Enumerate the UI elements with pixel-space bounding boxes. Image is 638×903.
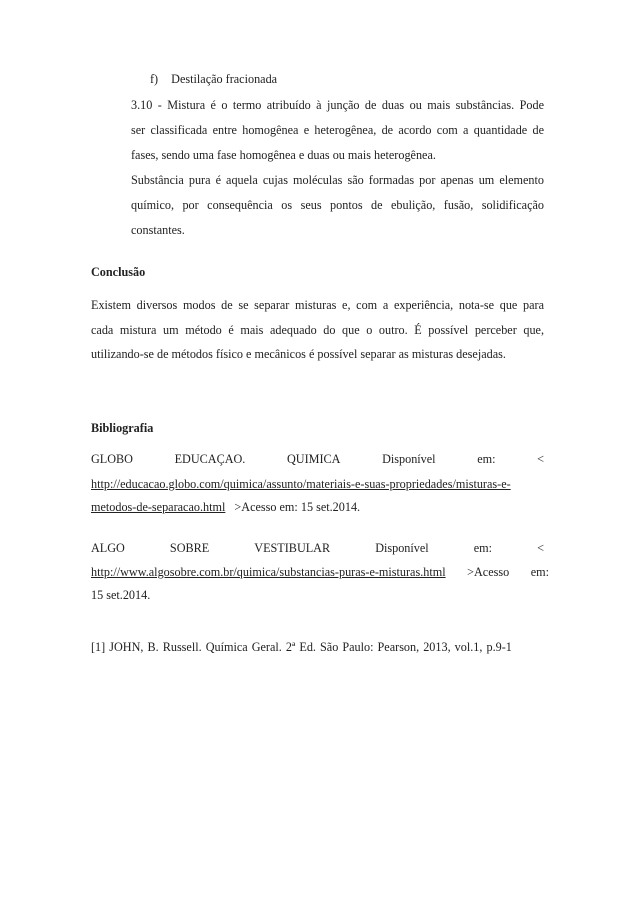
ref1-word: EDUCAÇAO. — [174, 452, 246, 466]
ref2-word: VESTIBULAR — [254, 541, 331, 555]
ref1-url-link-continuation[interactable]: metodos-de-separacao.html — [91, 500, 226, 514]
conclusion-line-3: utilizando-se de métodos físico e mecânicos é possível separar as misturas desejadas. — [91, 347, 506, 361]
paragraph-substancia-line-1: Substância pura é aquela cujas moléculas são formadas por apenas um elemento — [131, 173, 544, 187]
ref2-word: SOBRE — [169, 541, 210, 555]
ref2-word: ALGO — [91, 541, 125, 555]
ref2-line-2 — [91, 565, 549, 580]
paragraph-3-10-line-1: 3.10 - Mistura é o termo atribuído à junção de duas ou mais substâncias. Pode — [131, 98, 544, 112]
paragraph-substancia-line-3: constantes. — [131, 223, 185, 237]
ref1-line-1 — [91, 452, 544, 467]
list-marker: f) — [150, 72, 159, 86]
paragraph-3-10-line-3: fases, sendo uma fase homogênea e duas ou mais heterogênea. — [131, 148, 436, 162]
ref3-citation: [1] JOHN, B. Russell. Química Geral. 2ª Ed. São Paulo: Pearson, 2013, vol.1, p.9-1 — [91, 640, 512, 654]
ref1-word: < — [537, 452, 544, 466]
conclusion-line-1: Existem diversos modos de se separar misturas e, com a experiência, nota-se que para — [91, 298, 544, 312]
ref1-line-3 — [91, 500, 360, 515]
ref2-url-link[interactable]: http://www.algosobre.com.br/quimica/substancias-puras-e-misturas.html — [91, 565, 446, 579]
ref1-word: QUIMICA — [286, 452, 341, 466]
bibliography-heading: Bibliografia — [91, 421, 154, 435]
ref1-word: Disponível — [382, 452, 436, 466]
ref1-word: em: — [477, 452, 496, 466]
list-item-text: Destilação fracionada — [171, 72, 278, 86]
conclusion-heading: Conclusão — [91, 265, 146, 279]
ref2-line-3: 15 set.2014. — [91, 588, 151, 602]
ref1-word: GLOBO — [91, 452, 133, 466]
list-item-f — [150, 72, 277, 87]
ref2-access-word: >Acesso — [467, 565, 510, 579]
ref1-line-2 — [91, 477, 511, 492]
ref1-url-link[interactable]: http://educacao.globo.com/quimica/assunto/materiais-e-suas-propriedades/misturas-e- — [91, 477, 511, 491]
ref2-word: Disponível — [375, 541, 429, 555]
paragraph-3-10-line-2: ser classificada entre homogênea e heterogênea, de acordo com a quantidade de — [131, 123, 544, 137]
conclusion-line-2: cada mistura um método é mais adequado do que o outro. É possível perceber que, — [91, 323, 544, 337]
ref1-access: >Acesso em: 15 set.2014. — [234, 500, 361, 514]
ref2-word: < — [537, 541, 544, 555]
ref2-word: em: — [473, 541, 493, 555]
ref2-access-word: em: — [530, 565, 549, 579]
ref2-line-1 — [91, 541, 544, 556]
paragraph-substancia-line-2: químico, por consequência os seus pontos de ebulição, fusão, solidificação — [131, 198, 544, 212]
